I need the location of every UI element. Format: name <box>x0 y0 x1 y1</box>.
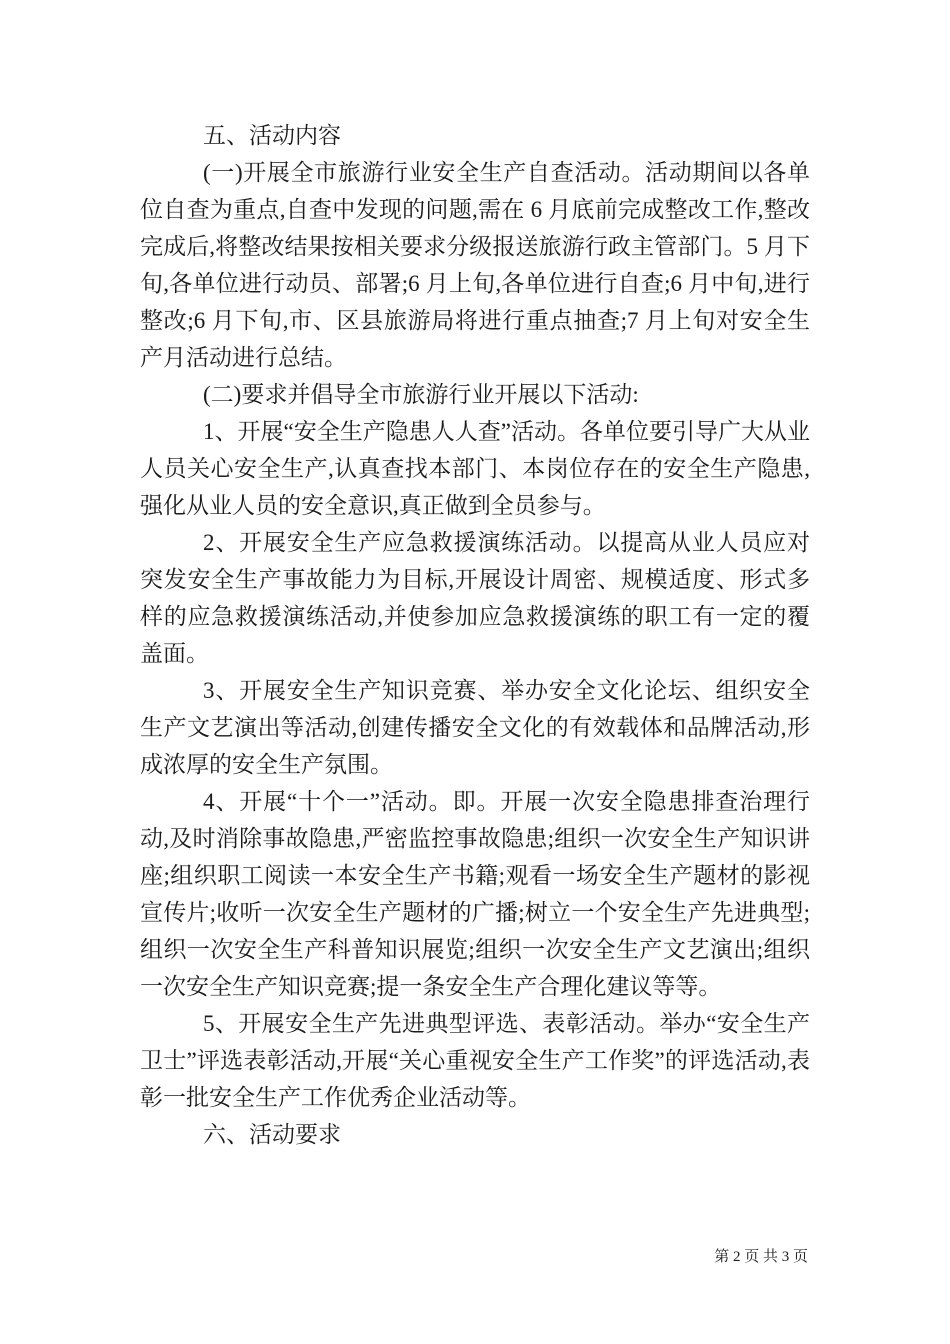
list-item-2: 2、开展安全生产应急救援演练活动。以提高从业人员应对突发安全生产事故能力为目标,开展设计周密、规模适度、形式多样的应急救援演练活动,并使参加应急救援演练的职工有一定的覆盖面。 <box>140 530 810 666</box>
paragraph-self-inspection: (一)开展全市旅游行业安全生产自查活动。活动期间以各单位自查为重点,自查中发现的问题,需在 6 月底前完成整改工作,整改完成后,将整改结果按相关要求分级报送旅游行政主管部门。5 月下旬,各单位进行动员、部署;6 月上旬,各单位进行自查;6 月中旬,进行整改;6 月下旬,市、区县旅游局将进行重点抽查;7 月上旬对安全生产月活动进行总结。 <box>140 160 810 370</box>
list-item-3: 3、开展安全生产知识竞赛、举办安全文化论坛、组织安全生产文艺演出等活动,创建传播安全文化的有效载体和品牌活动,形成浓厚的安全生产氛围。 <box>140 678 810 777</box>
paragraph-advocated-activities: (二)要求并倡导全市旅游行业开展以下活动: <box>203 382 639 407</box>
page-number-footer: 第 2 页 共 3 页 <box>714 1249 808 1265</box>
section-heading-5: 五、活动内容 <box>203 123 341 148</box>
list-item-4: 4、开展“十个一”活动。即。开展一次安全隐患排查治理行动,及时消除事故隐患,严密监控事故隐患;组织一次安全生产知识讲座;组织职工阅读一本安全生产书籍;观看一场安全生产题材的影视宣传片;收听一次安全生产题材的广播;树立一个安全生产先进典型;组织一次安全生产科普知识展览;组织一次安全生产文艺演出;组织一次安全生产知识竞赛;提一条安全生产合理化建议等等。 <box>140 789 810 999</box>
list-item-5: 5、开展安全生产先进典型评选、表彰活动。举办“安全生产卫士”评选表彰活动,开展“关心重视安全生产工作奖”的评选活动,表彰一批安全生产工作优秀企业活动等。 <box>140 1011 810 1110</box>
document-body <box>140 117 810 1153</box>
section-heading-6: 六、活动要求 <box>203 1122 341 1147</box>
list-item-1: 1、开展“安全生产隐患人人查”活动。各单位要引导广大从业人员关心安全生产,认真查找本部门、本岗位存在的安全生产隐患,强化从业人员的安全意识,真正做到全员参与。 <box>140 419 810 518</box>
